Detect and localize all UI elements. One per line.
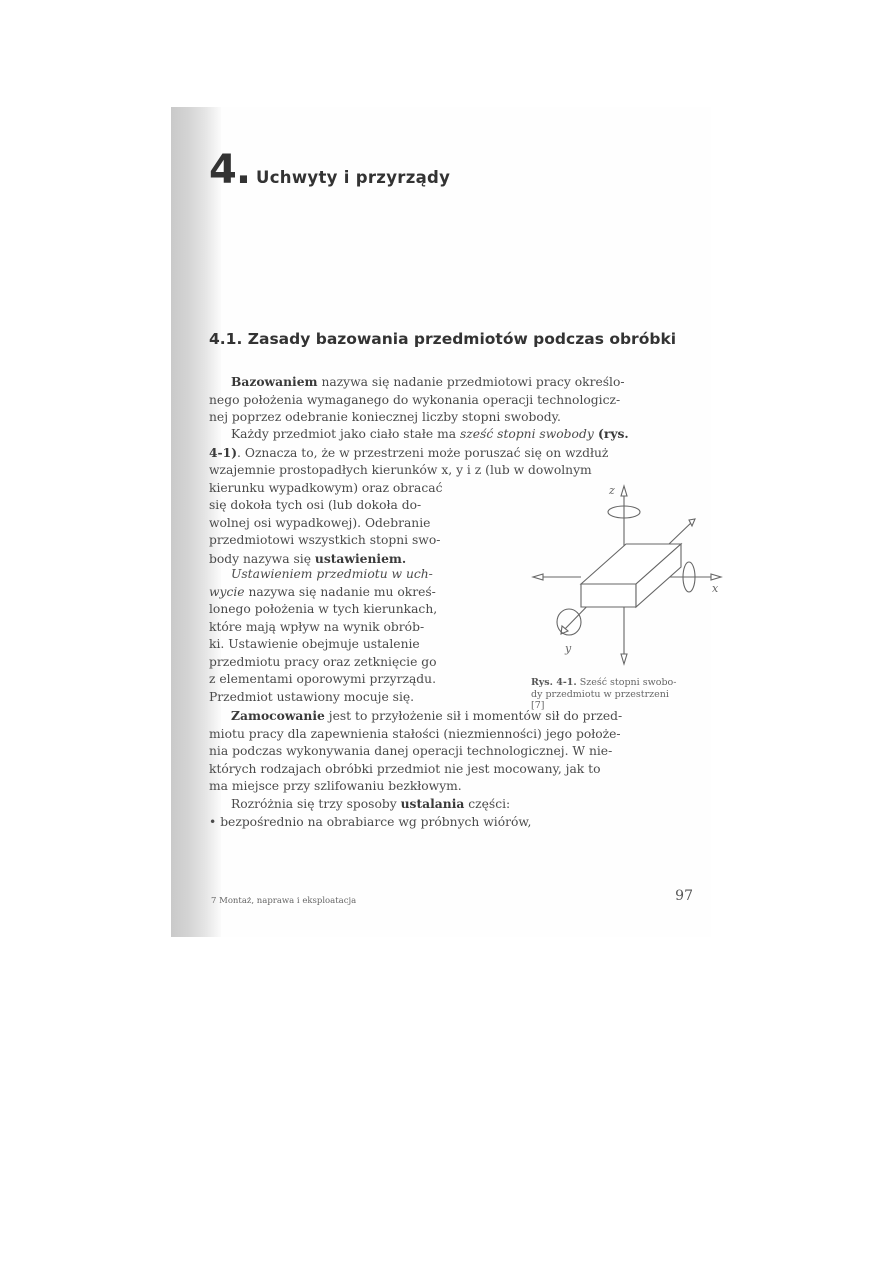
paragraph-ustawienie: Ustawieniem przedmiotu w uch- wycie nazywa się nadanie mu okreś- lonego położenia w tych kierunkach, które mają wpływ na wynik obrób- ki. Ustawienie obejmuje ustalenie przedmiotu pracy oraz zetknięcie go z elementami oporowymi przyrządu. Przedmiot ustawiony mocuje się. xyxy=(209,567,438,704)
bullet-list-item: • bezpośrednio na obrabiarce wg próbnych wiórów, xyxy=(209,814,532,829)
term-ustalania: ustalania xyxy=(400,796,465,811)
figure-caption: Rys. 4-1. Sześć stopni swobo- dy przedmiotu w przestrzeni [7] xyxy=(531,677,677,711)
term-bazowaniem: Bazowaniem xyxy=(231,374,318,389)
svg-text:z: z xyxy=(609,484,615,497)
page-footer: 7 Montaż, naprawa i eksploatacja xyxy=(211,896,357,906)
bullet-icon: • xyxy=(209,814,217,829)
scanned-page xyxy=(171,107,719,937)
svg-text:x: x xyxy=(712,582,719,595)
chapter-number: 4. xyxy=(209,147,251,193)
term-ustawieniem: ustawieniem. xyxy=(314,550,407,566)
paragraph-bazowanie: Bazowaniem nazywa się nadanie przedmiotowi pracy określo- nego położenia wymaganego do wykonania operacji technologicz- nej poprzez odebranie koniecznej liczby stopni swobody. xyxy=(209,374,625,424)
term-zamocowanie: Zamocowanie xyxy=(231,708,325,723)
section-heading: 4.1. Zasady bazowania przedmiotów podczas obróbki xyxy=(209,330,677,348)
paragraph-stopnie-swobody: Każdy przedmiot jako ciało stałe ma sześć stopni swobody (rys. 4-1). Oznacza to, że w przestrzeni może poruszać się on wzdłuż wzajemnie prostopadłych kierunków x, y i z (lub w dowolnym kierunku wypadkowym) oraz obracać się dokoła tych osi (lub dokoła do- wolnej osi wypadkowej). Odebranie przedmiotowi wszystkich stopni swo- body nazywa się ustawieniem. xyxy=(209,426,629,566)
chapter-heading xyxy=(209,147,450,193)
svg-text:y: y xyxy=(565,642,572,655)
paragraph-ustalanie: Rozróżnia się trzy sposoby ustalania części: • bezpośrednio na obrabiarce wg próbnych wiórów, xyxy=(209,795,531,831)
chapter-title: Uchwyty i przyrządy xyxy=(256,168,451,187)
figure-six-degrees-of-freedom xyxy=(529,482,729,667)
page-number: 97 xyxy=(675,888,693,904)
paragraph-zamocowanie: Zamocowanie jest to przyłożenie sił i momentów sił do przed- miotu pracy dla zapewnienia stałości (niezmienności) jego położe- nia podczas wykonywania danej operacji technologicznej. W nie- których rodzajach obróbki przedmiot nie jest mocowany, jak to ma miejsce przy szlifowaniu bezkłowym. xyxy=(209,708,623,793)
